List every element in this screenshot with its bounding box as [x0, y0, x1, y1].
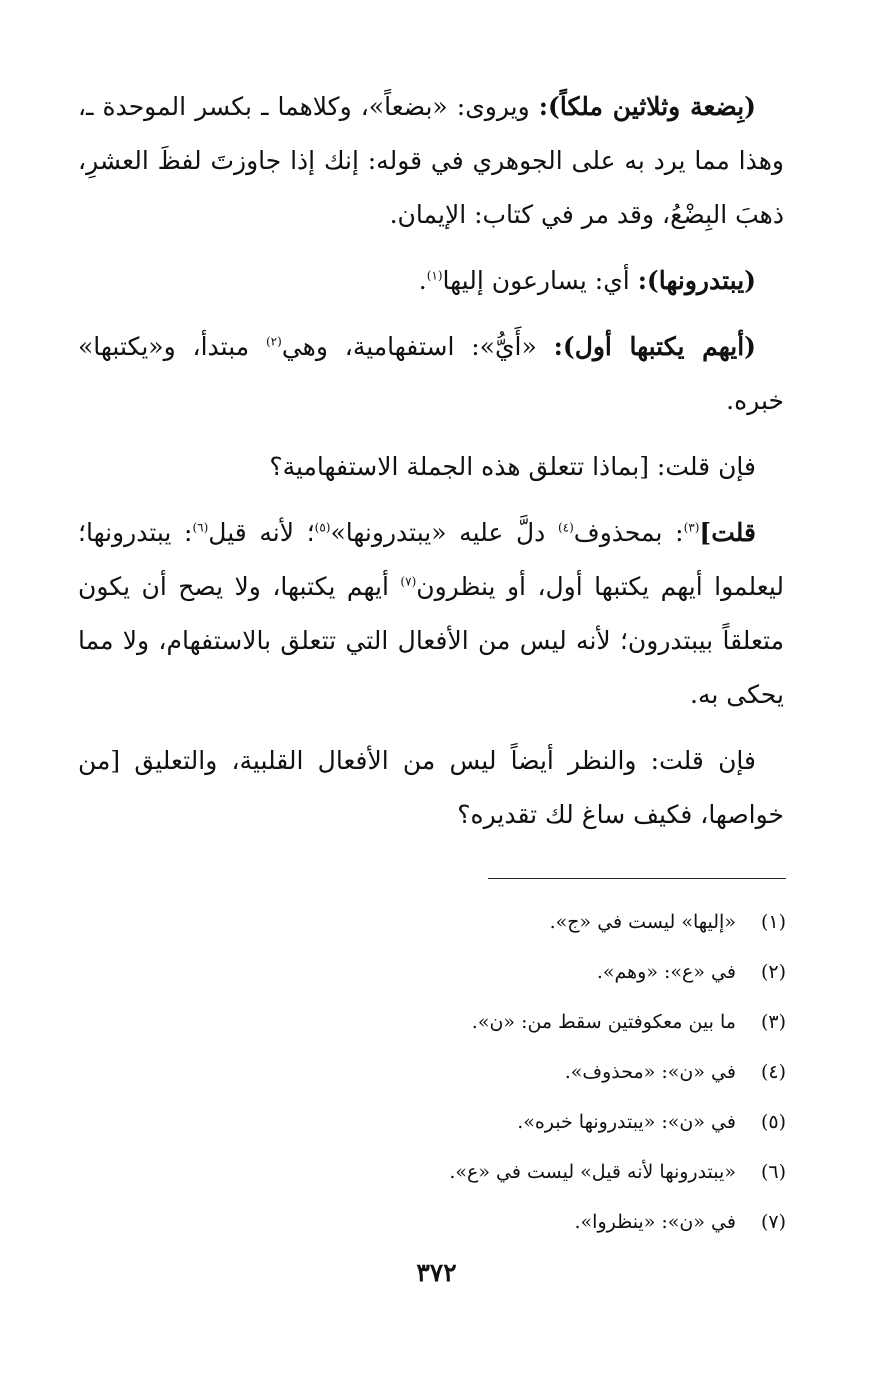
paragraph-5-text-1: : بمحذوف [573, 518, 684, 547]
paragraph-6 [78, 734, 784, 842]
paragraph-5-text-2: دلَّ عليه «يبتدرونها» [330, 518, 558, 547]
footnote-text: «يبتدرونها لأنه قيل» ليست في «ع». [449, 1161, 736, 1183]
footnote-6 [78, 1147, 786, 1197]
paragraph-1 [78, 80, 784, 242]
footnote-number: (٦) [760, 1161, 786, 1183]
paragraph-4-text: فإن قلت: [بماذا تتعلق هذه الجملة الاستفهامية؟ [269, 452, 756, 481]
paragraph-2 [78, 254, 784, 308]
paragraph-3-text: «أَيُّ»: استفهامية، وهي [281, 332, 554, 361]
main-text [78, 80, 784, 854]
paragraph-3 [78, 320, 784, 428]
paragraph-1-lead: (بِضعة وثلاثين ملكاً): [538, 92, 756, 121]
footnote-ref-6: (٦) [192, 520, 209, 535]
footnote-number: (٧) [760, 1211, 786, 1233]
paragraph-4 [78, 440, 784, 494]
paragraph-5-lead: قلت] [699, 518, 756, 547]
footnote-2 [78, 947, 786, 997]
footnote-ref-2: (٢) [265, 334, 282, 349]
paragraph-2-tail: . [418, 266, 427, 295]
footnote-number: (١) [760, 911, 786, 933]
footnote-ref-3: (٣) [683, 520, 700, 535]
paragraph-5-text-3: ؛ لأنه قيل [208, 518, 315, 547]
footnote-text: في «ن»: «يبتدرونها خبره». [517, 1111, 736, 1133]
footnote-text: ما بين معكوفتين سقط من: «ن». [471, 1011, 736, 1033]
footnote-text: في «ن»: «محذوف». [564, 1061, 736, 1083]
footnote-7 [78, 1197, 786, 1247]
paragraph-5 [78, 506, 784, 722]
paragraph-2-text: أي: يسارعون إليها [442, 266, 638, 295]
footnote-ref-5: (٥) [314, 520, 331, 535]
paragraph-3-lead: (أيهم يكتبها أول): [553, 332, 756, 361]
paragraph-2-lead: (يبتدرونها): [637, 266, 756, 295]
paragraph-3-tail: مبتدأ، و«يكتبها» خبره. [78, 332, 784, 415]
paragraph-5-text-5: أيهم يكتبها، ولا يصح أن يكون متعلقاً بيبتدرون؛ لأنه ليس من الأفعال التي تتعلق بالاستفهام، ولا مما يحكى به. [78, 572, 784, 709]
footnote-text: في «ن»: «ينظروا». [574, 1211, 736, 1233]
footnote-divider [488, 878, 786, 879]
footnote-ref-1: (١) [426, 268, 443, 283]
footnote-ref-7: (٧) [400, 574, 417, 589]
footnote-ref-4: (٤) [557, 520, 574, 535]
paragraph-5-text-4: : يبتدرونها؛ ليعلموا أيهم يكتبها أول، أو ينظرون [78, 518, 784, 601]
paragraph-1-text: ويروى: «بضعاً»، وكلاهما ـ بكسر الموحدة ـ، وهذا مما يرد به على الجوهري في قوله: إنك إذا جاوزتَ لفظَ العشرِ، ذهبَ البِضْعُ، وقد مر في كتاب: الإيمان. [78, 92, 784, 229]
footnote-number: (٢) [760, 961, 786, 983]
footnote-5 [78, 1097, 786, 1147]
footnote-1 [78, 897, 786, 947]
footnote-text: «إليها» ليست في «ج». [549, 911, 736, 933]
paragraph-6-text: فإن قلت: والنظر أيضاً ليس من الأفعال القلبية، والتعليق [من خواصها، فكيف ساغ لك تقديره؟ [78, 746, 784, 829]
page-number: ٣٧٢ [416, 1258, 457, 1287]
footnote-number: (٥) [760, 1111, 786, 1133]
footnotes [78, 897, 786, 1247]
footnote-text: في «ع»: «وهم». [596, 961, 736, 983]
footnote-number: (٤) [760, 1061, 786, 1083]
footnote-3 [78, 997, 786, 1047]
footnote-number: (٣) [760, 1011, 786, 1033]
footnote-4 [78, 1047, 786, 1097]
